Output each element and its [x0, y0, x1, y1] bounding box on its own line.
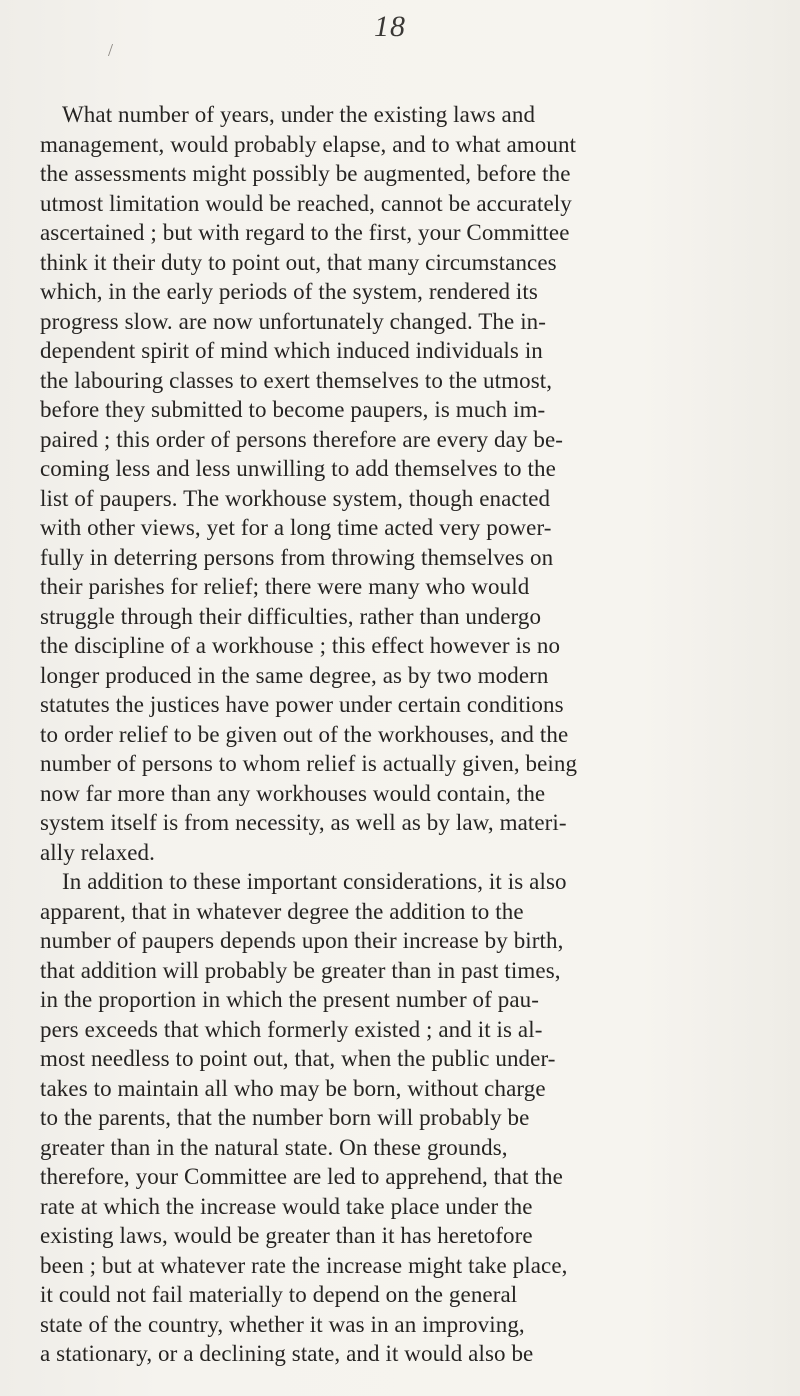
text-line: with other views, yet for a long time acted very power-: [40, 515, 552, 540]
text-line: In addition to these important considerations, it is also: [62, 869, 567, 894]
text-line: longer produced in the same degree, as by two modern: [40, 662, 549, 688]
text-line: apparent, that in whatever degree the addition to the: [40, 898, 524, 924]
text-line: list of paupers. The workhouse system, though enacted: [40, 485, 551, 511]
text-line: rate at which the increase would take place under the: [40, 1193, 533, 1219]
text-line: been ; but at whatever rate the increase might take place,: [40, 1252, 568, 1278]
text-line: statutes the justices have power under certain conditions: [40, 692, 564, 717]
text-line: number of persons to whom relief is actually given, being: [40, 751, 578, 776]
text-line: system itself is from necessity, as well as by law, materi-: [40, 810, 567, 835]
text-line: ascertained ; but with regard to the first, your Committee: [40, 220, 570, 245]
text-line: dependent spirit of mind which induced individuals in: [40, 338, 543, 363]
text-line: takes to maintain all who may be born, without charge: [40, 1075, 546, 1101]
text-line: ally relaxed.: [40, 839, 155, 865]
text-line: think it their duty to point out, that many circumstances: [40, 249, 557, 275]
text-line: progress slow. are now unfortunately changed. The in-: [40, 308, 547, 334]
text-line: struggle through their difficulties, rather than undergo: [40, 603, 542, 629]
text-line: a stationary, or a declining state, and it would also be: [40, 1341, 534, 1366]
text-line: the labouring classes to exert themselves to the utmost,: [40, 367, 553, 393]
text-line: existing laws, would be greater than it has heretofore: [40, 1223, 533, 1248]
text-line: therefore, your Committee are led to apprehend, that the: [40, 1164, 563, 1189]
text-line: management, would probably elapse, and to what amount: [40, 131, 577, 157]
text-line: pers exceeds that which formerly existed ; and it is al-: [40, 1016, 543, 1042]
body-text: [40, 100, 800, 1369]
text-line: that addition will probably be greater than in past times,: [40, 957, 561, 983]
text-line: state of the country, whether it was in an improving,: [40, 1311, 525, 1337]
text-line: in the proportion in which the present number of pau-: [40, 987, 540, 1012]
text-line: before they submitted to become paupers, is much im-: [40, 397, 546, 422]
text-line: paired ; this order of persons therefore are every day be-: [40, 426, 564, 452]
text-line: number of paupers depends upon their increase by birth,: [40, 928, 564, 953]
text-line: the assessments might possibly be augmented, before the: [40, 161, 571, 186]
text-line: it could not fail materially to depend on the general: [40, 1282, 518, 1307]
text-line: to the parents, that the number born will probably be: [40, 1105, 530, 1130]
text-line: now far more than any workhouses would contain, the: [40, 780, 546, 806]
text-line: fully in deterring persons from throwing themselves on: [40, 544, 554, 570]
text-line: What number of years, under the existing laws and: [62, 102, 536, 127]
text-line: greater than in the natural state. On these grounds,: [40, 1134, 508, 1160]
corner-mark: /: [108, 40, 114, 60]
text-line: the discipline of a workhouse ; this effect however is no: [40, 633, 561, 658]
text-line: most needless to point out, that, when the public under-: [40, 1046, 556, 1071]
text-line: their parishes for relief; there were many who would: [40, 574, 530, 599]
text-line: to order relief to be given out of the workhouses, and the: [40, 721, 569, 747]
text-line: coming less and less unwilling to add themselves to the: [40, 456, 556, 481]
text-line: which, in the early periods of the system, rendered its: [40, 279, 538, 304]
page-number: 18: [374, 10, 406, 43]
text-line: utmost limitation would be reached, cannot be accurately: [40, 190, 572, 216]
